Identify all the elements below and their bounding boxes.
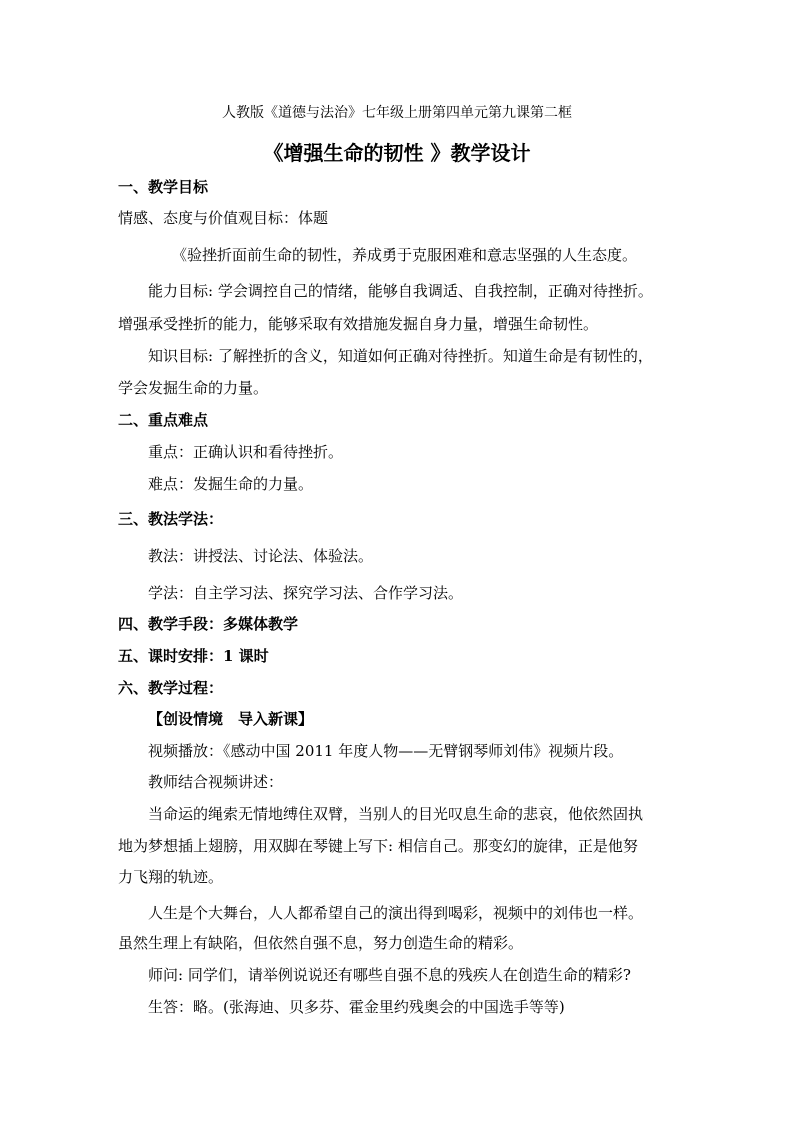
knowledge-objective-line1: 知识目标: 了解挫折的含义，知道如何正确对待挫折。知道生命是有韧性的， (148, 347, 653, 365)
teaching-method-text: 教法：讲授法、讨论法、体验法。 (148, 547, 374, 565)
ability-objective-line1: 能力目标: 学会调控自己的情绪，能够自我调适、自我控制，正确对待挫折。 (148, 282, 653, 300)
section-heading-key-points: 二、重点难点 (118, 411, 209, 429)
life-line1: 人生是个大舞台，人人都希望自己的演出得到喝彩，视频中的刘伟也一样。 (148, 904, 644, 922)
document-title: 《增强生命的韧性 》教学设计 (263, 141, 531, 165)
ability-objective-line2: 增强承受挫折的能力，能够采取有效措施发掘自身力量，增强生命韧性。 (118, 315, 599, 333)
key-point-text: 重点：正确认识和看待挫折。 (148, 443, 344, 461)
stage-title: 【创设情境 导入新课】 (148, 710, 314, 728)
knowledge-objective-line2: 学会发掘生命的力量。 (118, 379, 269, 397)
video-play-text: 视频播放：《感动中国 2011 年度人物——无臂钢琴师刘伟》视频片段。 (148, 742, 624, 760)
section-heading-objectives: 一、教学目标 (118, 178, 209, 196)
story-line2: 地为梦想插上翅膀，用双脚在琴键上写下: 相信自己。那变幻的旋律，正是他努 (118, 837, 638, 855)
student-answer-text: 生答：略。(张海迪、贝多芬、霍金里约残奥会的中国选手等等) (148, 998, 565, 1016)
section-heading-methods: 三、教法学法： (118, 510, 224, 528)
section-heading-teaching-means: 四、教学手段：多媒体教学 (118, 615, 299, 633)
emotion-objective-label: 情感、态度与价值观目标：体题 (118, 209, 329, 227)
teacher-intro-text: 教师结合视频讲述： (148, 773, 284, 791)
section-heading-schedule: 五、课时安排：1 课时 (118, 647, 269, 665)
document-subtitle: 人教版《道德与法治》七年级上册第四单元第九课第二框 (222, 105, 572, 121)
emotion-objective-text: 《验挫折面前生命的韧性，养成勇于克服困难和意志坚强的人生态度。 (172, 246, 638, 264)
life-line2: 虽然生理上有缺陷，但依然自强不息，努力创造生命的精彩。 (118, 934, 524, 952)
difficulty-text: 难点：发掘生命的力量。 (148, 475, 314, 493)
teacher-question-text: 师问: 同学们，请举例说说还有哪些自强不息的残疾人在创造生命的精彩? (148, 966, 631, 984)
learning-method-text: 学法：自主学习法、探究学习法、合作学习法。 (148, 584, 464, 602)
story-line1: 当命运的绳索无情地缚住双臂，当别人的目光叹息生命的悲哀，他依然固执 (148, 805, 644, 823)
section-heading-process: 六、教学过程： (118, 679, 224, 697)
story-line3: 力飞翔的轨迹。 (118, 868, 224, 886)
